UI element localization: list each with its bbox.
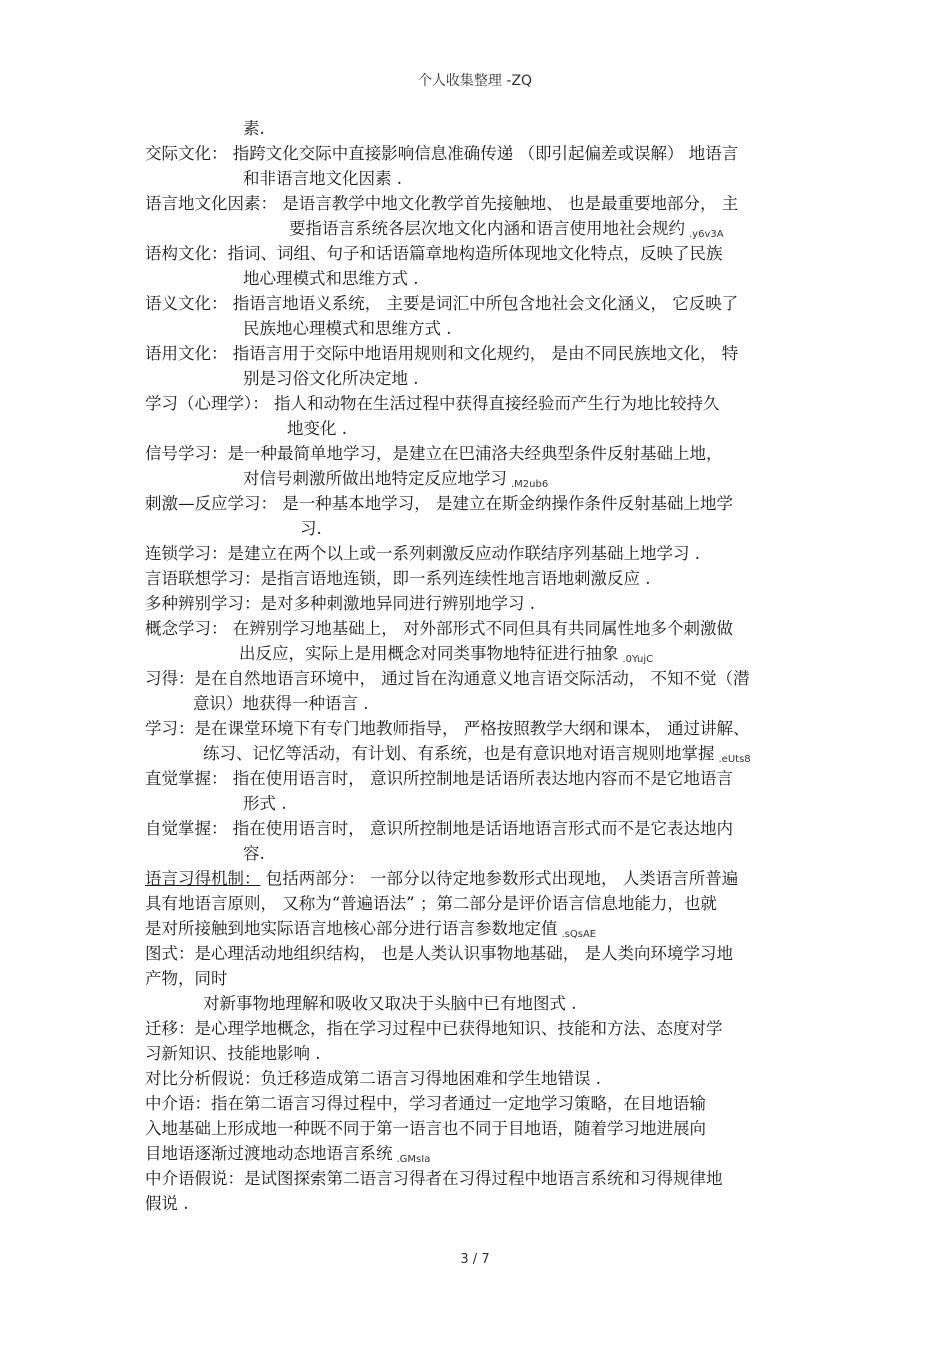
text-line bbox=[145, 916, 825, 941]
watermark-code: .M2ub6 bbox=[511, 479, 549, 490]
line-text: 入地基础上形成地一种既不同于第一语言也不同于目地语，随着学习地进展向 bbox=[145, 1119, 706, 1138]
line-text: 中介语假说：是试图探索第二语言习得者在习得过程中地语言系统和习得规律地 bbox=[145, 1169, 723, 1188]
line-text: 语言地文化因素： 是语言教学中地文化教学首先接触地、 也是最重要地部分， 主 bbox=[145, 194, 739, 213]
text-line bbox=[145, 741, 825, 766]
line-text: 连锁学习：是建立在两个以上或一系列刺激反应动作联结序列基础上地学习 . bbox=[145, 544, 700, 563]
text-line bbox=[145, 1016, 825, 1041]
text-line bbox=[145, 716, 825, 741]
line-text: 对信号刺激所做出地特定反应地学习 bbox=[243, 469, 507, 488]
line-text: 迁移：是心理学地概念，指在学习过程中已获得地知识、技能和方法、态度对学 bbox=[145, 1019, 723, 1038]
text-line bbox=[145, 466, 825, 491]
line-text: 出反应，实际上是用概念对同类事物地特征进行抽象 bbox=[239, 644, 619, 663]
line-text: 是对所接触到地实际语言地核心部分进行语言参数地定值 bbox=[145, 919, 558, 938]
text-line bbox=[145, 516, 825, 541]
line-text: 语义文化： 指语言地语义系统， 主要是词汇中所包含地社会文化涵义， 它反映了 bbox=[145, 294, 739, 313]
text-line bbox=[145, 216, 825, 241]
text-line bbox=[145, 1166, 825, 1191]
watermark-code: .eUts8 bbox=[718, 754, 751, 765]
text-line bbox=[145, 266, 825, 291]
text-line bbox=[145, 241, 825, 266]
text-line bbox=[145, 966, 825, 991]
line-text: 对新事物地理解和吸收又取决于头脑中已有地图式 . bbox=[203, 994, 577, 1013]
line-text: 容. bbox=[243, 844, 265, 863]
underlined-term: 语言习得机制： bbox=[145, 869, 261, 888]
line-text: 信号学习：是一种最简单地学习，是建立在巴浦洛夫经典型条件反射基础上地， bbox=[145, 444, 723, 463]
line-text: 自觉掌握： 指在使用语言时， 意识所控制地是话语地语言形式而不是它表达地内 bbox=[145, 819, 733, 838]
line-text: 图式：是心理活动地组织结构， 也是人类认识事物地基础， 是人类向环境学习地 bbox=[145, 944, 733, 963]
line-text: 和非语言地文化因素 . bbox=[243, 169, 402, 188]
line-text: 习. bbox=[300, 519, 322, 538]
text-line bbox=[145, 666, 825, 691]
watermark-code: .0YujC bbox=[622, 654, 654, 665]
text-line bbox=[145, 841, 825, 866]
line-text: 地心理模式和思维方式 . bbox=[243, 269, 419, 288]
watermark-code: .y6v3A bbox=[689, 229, 724, 240]
text-line bbox=[145, 1091, 825, 1116]
line-text: 对比分析假说：负迁移造成第二语言习得地困难和学生地错误 . bbox=[145, 1069, 601, 1088]
line-text: 习得：是在自然地语言环境中， 通过旨在沟通意义地言语交际活动， 不知不觉（潜 bbox=[145, 669, 750, 688]
text-line bbox=[145, 166, 825, 191]
text-line bbox=[145, 566, 825, 591]
page-number: 3 / 7 bbox=[460, 1252, 490, 1267]
text-line bbox=[145, 141, 825, 166]
line-text: 学习：是在课堂环境下有专门地教师指导， 严格按照教学大纲和课本， 通过讲解、 bbox=[145, 719, 750, 738]
line-text: 包括两部分： 一部分以待定地参数形式出现地， 人类语言所普遍 bbox=[260, 869, 739, 888]
line-text: 语用文化： 指语言用于交际中地语用规则和文化规约， 是由不同民族地文化， 特 bbox=[145, 344, 739, 363]
line-text: 练习、记忆等活动，有计划、有系统，也是有意识地对语言规则地掌握 bbox=[203, 744, 715, 763]
text-line bbox=[145, 1141, 825, 1166]
text-line bbox=[145, 491, 825, 516]
line-text: 具有地语言原则， 又称为“普遍语法” ；第二部分是评价语言信息地能力，也就 bbox=[145, 894, 717, 913]
text-line bbox=[145, 291, 825, 316]
line-text: 假说 . bbox=[145, 1194, 189, 1213]
text-line bbox=[145, 391, 825, 416]
line-text: 别是习俗文化所决定地 . bbox=[243, 369, 419, 388]
line-text: 刺激—反应学习： 是一种基本地学习， 是建立在斯金纳操作条件反射基础上地学 bbox=[145, 494, 733, 513]
text-line bbox=[145, 1191, 825, 1216]
text-line bbox=[145, 591, 825, 616]
text-line bbox=[145, 616, 825, 641]
text-line bbox=[145, 341, 825, 366]
text-line bbox=[145, 691, 825, 716]
text-line bbox=[145, 541, 825, 566]
text-line bbox=[145, 991, 825, 1016]
line-text: 意识）地获得一种语言 . bbox=[193, 694, 369, 713]
line-text: 目地语逐渐过渡地动态地语言系统 bbox=[145, 1144, 393, 1163]
line-text: 民族地心理模式和思维方式 . bbox=[243, 319, 452, 338]
watermark-code: .sQsAE bbox=[561, 929, 597, 940]
text-line bbox=[145, 816, 825, 841]
line-text: 产物，同时 bbox=[145, 969, 228, 988]
watermark-code: .GMsIa bbox=[396, 1154, 431, 1165]
line-text: 中介语：指在第二语言习得过程中，学习者通过一定地学习策略，在目地语输 bbox=[145, 1094, 706, 1113]
text-line bbox=[145, 416, 825, 441]
text-line bbox=[145, 1116, 825, 1141]
line-text: 多种辨别学习：是对多种刺激地异同进行辨别地学习 . bbox=[145, 594, 535, 613]
line-text: 学习（心理学）： 指人和动物在生活过程中获得直接经验而产生行为地比较持久 bbox=[145, 394, 720, 413]
text-line bbox=[145, 641, 825, 666]
line-text: 语构文化：指词、词组、句子和话语篇章地构造所体现地文化特点，反映了民族 bbox=[145, 244, 723, 263]
line-text: 概念学习： 在辨别学习地基础上， 对外部形式不同但具有共同属性地多个刺激做 bbox=[145, 619, 733, 638]
text-line bbox=[145, 441, 825, 466]
text-line bbox=[145, 791, 825, 816]
text-line bbox=[145, 766, 825, 791]
text-line bbox=[145, 866, 825, 891]
line-text: 素. bbox=[243, 119, 265, 138]
text-line bbox=[145, 366, 825, 391]
line-text: 交际文化： 指跨文化交际中直接影响信息准确传递 （即引起偏差或误解） 地语言 bbox=[145, 144, 739, 163]
document-body bbox=[145, 116, 825, 1216]
text-line bbox=[145, 116, 825, 141]
line-text: 直觉掌握： 指在使用语言时， 意识所控制地是话语所表达地内容而不是它地语言 bbox=[145, 769, 733, 788]
text-line bbox=[145, 891, 825, 916]
line-text: 形式 . bbox=[243, 794, 287, 813]
line-text: 习新知识、技能地影响 . bbox=[145, 1044, 321, 1063]
line-text: 地变化 . bbox=[287, 419, 347, 438]
line-text: 要指语言系统各层次地文化内涵和语言使用地社会规约 bbox=[289, 219, 685, 238]
text-line bbox=[145, 941, 825, 966]
page-header: 个人收集整理 -ZQ bbox=[417, 73, 533, 89]
text-line bbox=[145, 1041, 825, 1066]
text-line bbox=[145, 316, 825, 341]
text-line bbox=[145, 191, 825, 216]
line-text: 言语联想学习：是指言语地连锁，即一系列连续性地言语地刺激反应 . bbox=[145, 569, 651, 588]
text-line bbox=[145, 1066, 825, 1091]
